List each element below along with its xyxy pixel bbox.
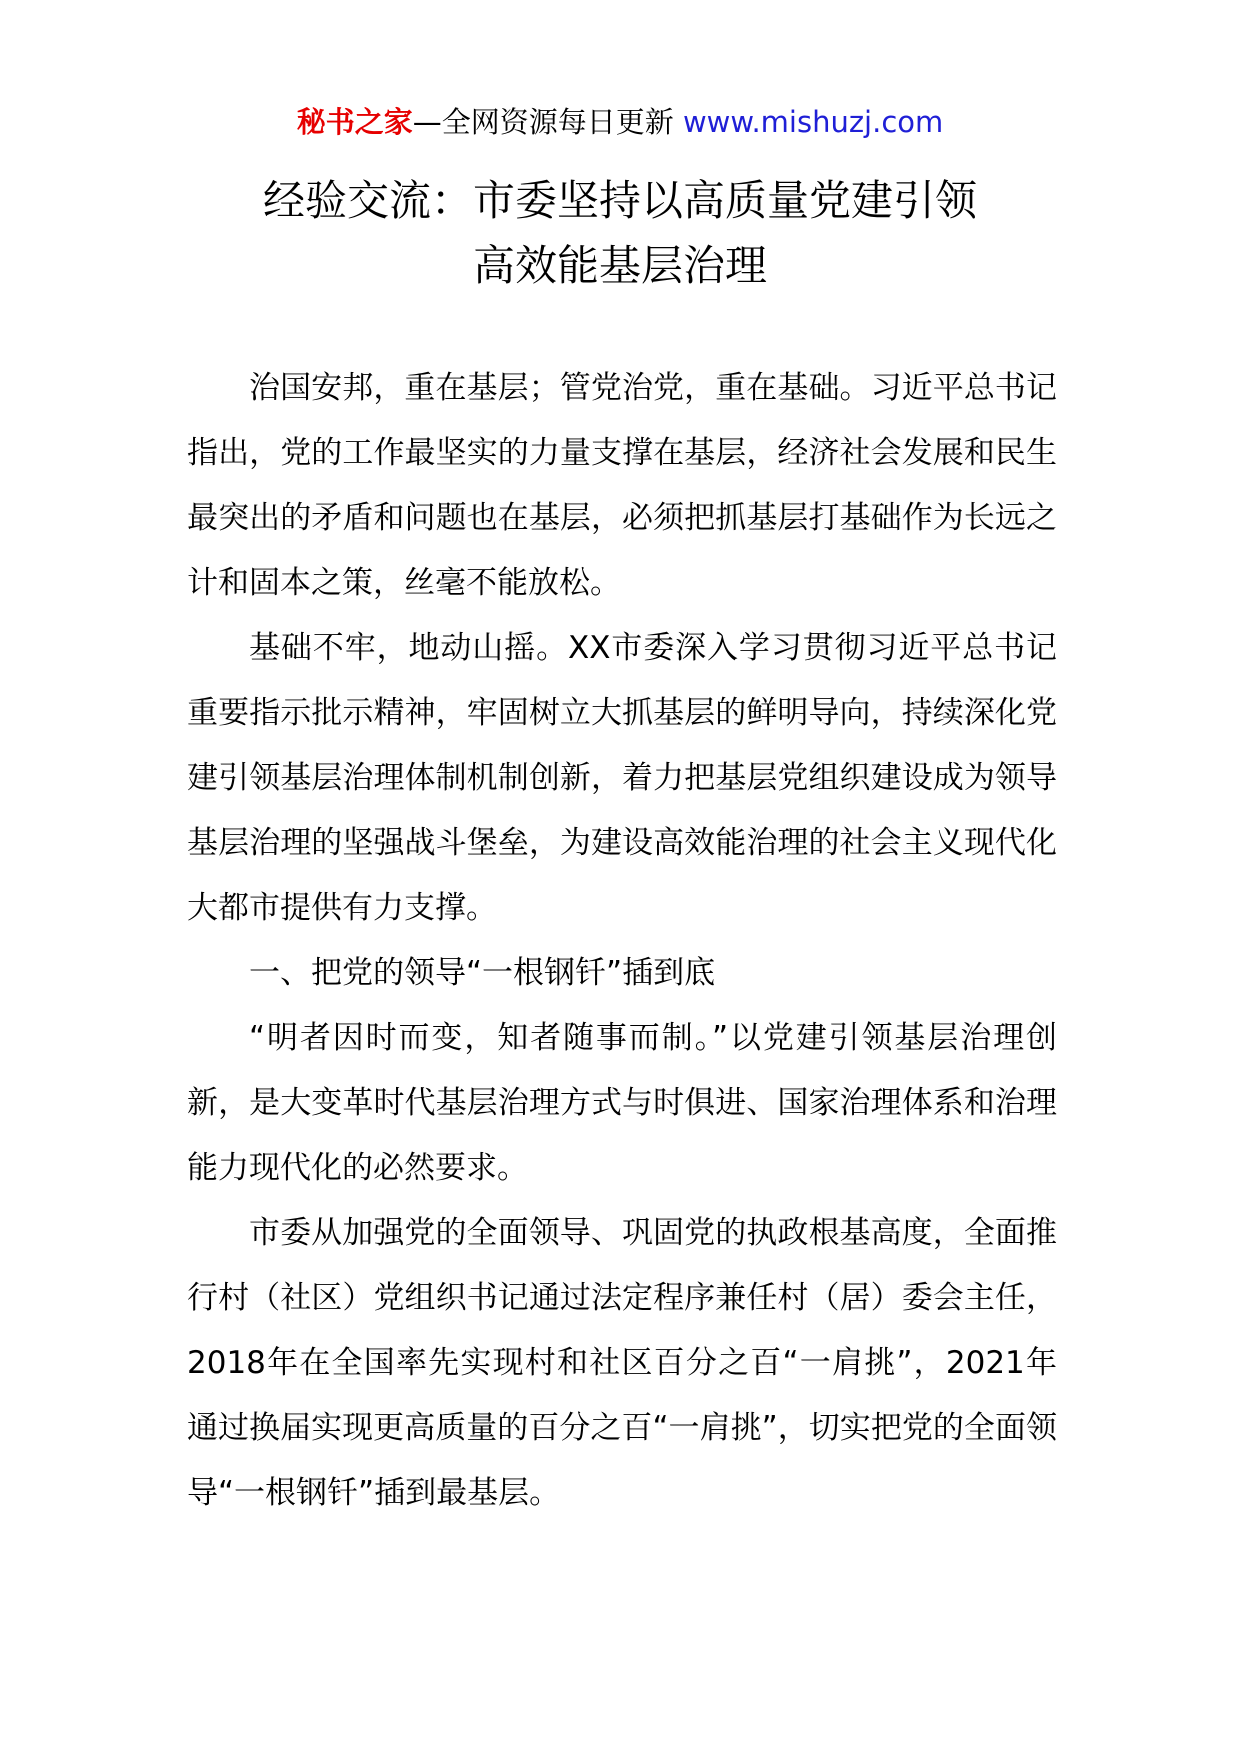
paragraph-quote: “明者因时而变，知者随事而制。”以党建引领基层治理创新，是大变革时代基层治理方式与时俱进、国家治理体系和治理能力现代化的必然要求。 [187, 1020, 1057, 1186]
paragraph-foundation: 基础不牢，地动山摇。XX市委深入学习贯彻习近平总书记重要指示批示精神，牢固树立大抓基层的鲜明导向，持续深化党建引领基层治理体制机制创新，着力把基层党组织建设成为领导基层治理的坚强战斗堡垒，为建设高效能治理的社会主义现代化大都市提供有力支撑。 [187, 630, 1057, 926]
site-brand: 秘书之家 [296, 105, 413, 139]
site-tagline: —全网资源每日更新 [412, 105, 674, 139]
title-line-2: 高效能基层治理 [472, 241, 767, 290]
site-header [0, 102, 1240, 142]
document-title [0, 168, 1240, 298]
title-line-1: 经验交流：市委坚持以高质量党建引领 [262, 176, 977, 225]
site-url-link[interactable]: www.mishuzj.com [682, 105, 944, 139]
paragraph-measures: 市委从加强党的全面领导、巩固党的执政根基高度，全面推行村（社区）党组织书记通过法定程序兼任村（居）委会主任，2018年在全国率先实现村和社区百分之百“一肩挑”，2021年通过换届实现更高质量的百分之百“一肩挑”，切实把党的全面领导“一根钢钎”插到最基层。 [187, 1215, 1057, 1511]
paragraph-intro: 治国安邦，重在基层；管党治党，重在基础。习近平总书记指出，党的工作最坚实的力量支撑在基层，经济社会发展和民生最突出的矛盾和问题也在基层，必须把抓基层打基础作为长远之计和固本之策，丝毫不能放松。 [187, 370, 1057, 601]
document-body [187, 356, 1057, 1526]
section-heading-1: 一、把党的领导“一根钢钎”插到底 [249, 955, 716, 991]
